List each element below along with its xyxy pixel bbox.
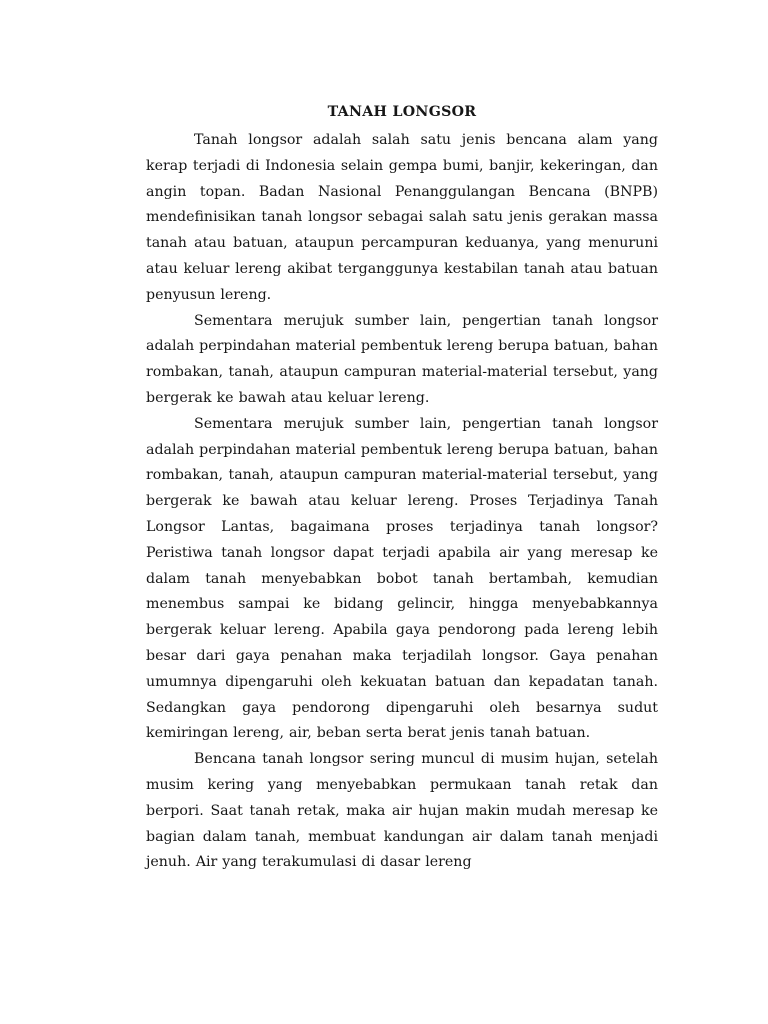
paragraph-process: Sementara merujuk sumber lain, pengertian tanah longsor adalah perpindahan material pembentuk lereng berupa batuan, bahan rombakan, tanah, ataupun campuran material-material tersebut, yang bergerak ke bawah atau keluar lereng. Proses Terjadinya Tanah Longsor Lantas, bagaimana proses terjadinya tanah longsor? Peristiwa tanah longsor dapat terjadi apabila air yang meresap ke dalam tanah menyebabkan bobot tanah bertambah, kemudian menembus sampai ke bidang gelincir, hingga menyebabkannya bergerak keluar lereng. Apabila gaya pendorong pada lereng lebih besar dari gaya penahan maka terjadilah longsor. Gaya penahan umumnya dipengaruhi oleh kekuatan batuan dan kepadatan tanah. Sedangkan gaya pendorong dipengaruhi oleh besarnya sudut kemiringan lereng, air, beban serta berat jenis tanah batuan. xyxy=(146,415,658,742)
paragraph-rainy-season: Bencana tanah longsor sering muncul di musim hujan, setelah musim kering yang menyebabkan permukaan tanah retak dan berpori. Saat tanah retak, maka air hujan makin mudah meresap ke bagian dalam tanah, membuat kandungan air dalam tanah menjadi jenuh. Air yang terakumulasi di dasar lereng xyxy=(146,751,658,871)
document-title: TANAH LONGSOR xyxy=(327,104,477,120)
paragraph-alternate-definition: Sementara merujuk sumber lain, pengertian tanah longsor adalah perpindahan material pembentuk lereng berupa batuan, bahan rombakan, tanah, ataupun campuran material-material tersebut, yang bergerak ke bawah atau keluar lereng. xyxy=(146,312,658,406)
document-body xyxy=(146,96,658,876)
paragraph-definition: Tanah longsor adalah salah satu jenis bencana alam yang kerap terjadi di Indonesia selain gempa bumi, banjir, kekeringan, dan angin topan. Badan Nasional Penanggulangan Bencana (BNPB) mendefinisikan tanah longsor sebagai salah satu jenis gerakan massa tanah atau batuan, ataupun percampuran keduanya, yang menuruni atau keluar lereng akibat terganggunya kestabilan tanah atau batuan penyusun lereng. xyxy=(146,132,658,303)
